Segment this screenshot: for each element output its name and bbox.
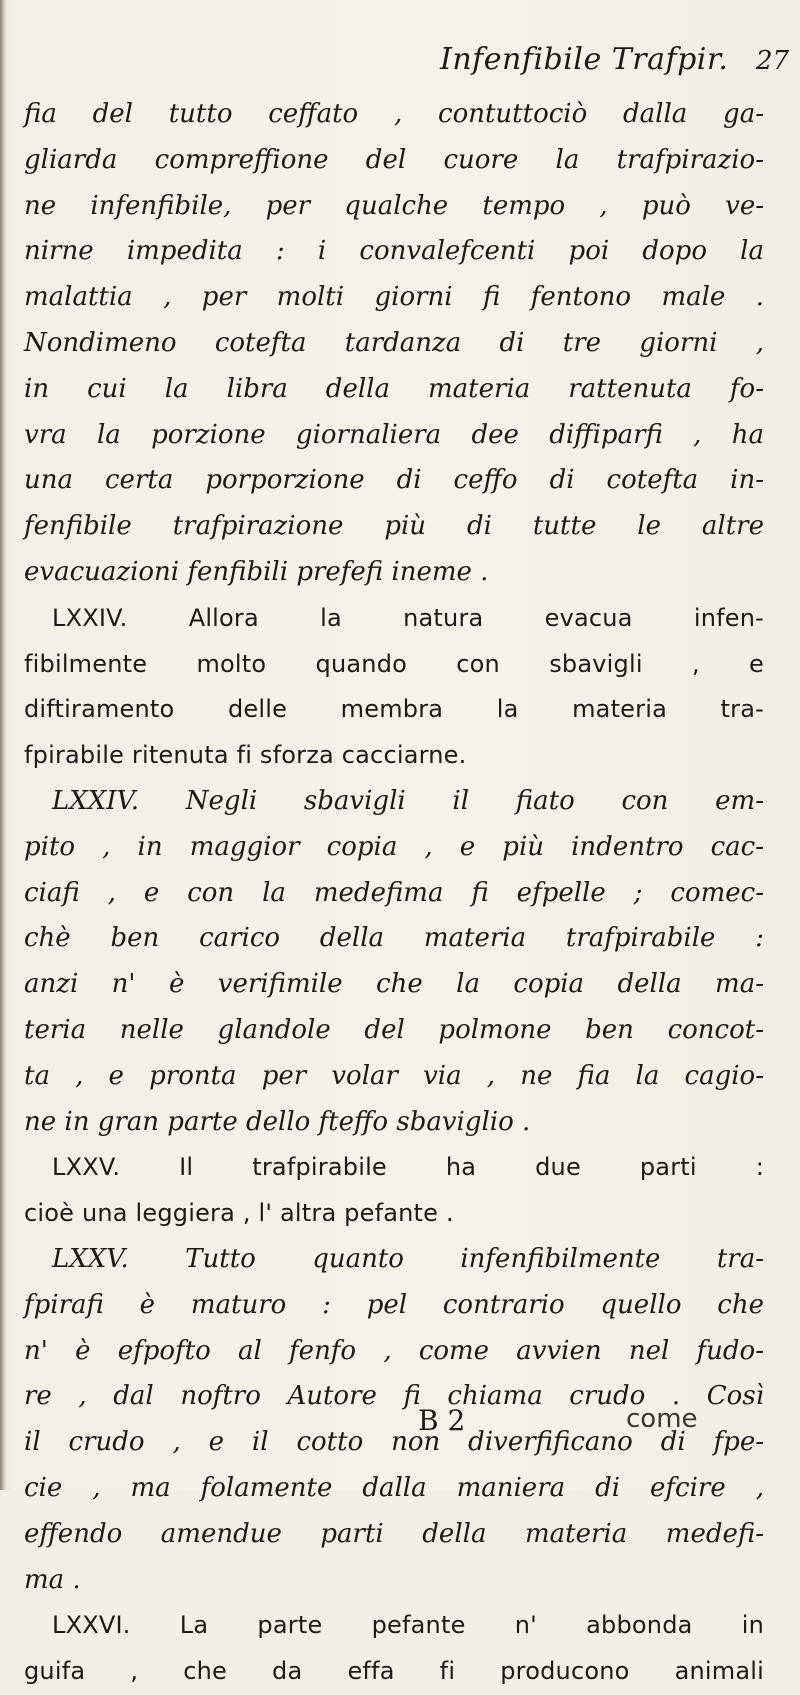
text-line: Nondimeno cotefta tardanza di tre giorni , bbox=[24, 327, 764, 358]
text-line: malattia , per molti giorni fi fentono male . bbox=[24, 282, 764, 313]
text-line: evacuazioni fenfibili prefefi ineme . bbox=[24, 556, 489, 587]
text-line: n' è efpofto al fenfo , come avvien nel fudo- bbox=[24, 1335, 764, 1366]
commentary-start-lxxiv: LXXIV. Negli sbavigli il fiato con em- bbox=[52, 785, 764, 816]
text-line: teria nelle glandole del polmone ben concot- bbox=[24, 1014, 764, 1045]
page-footer bbox=[0, 1404, 800, 1444]
paragraph-start-lxxv: LXXV. Il trafpirabile ha due parti : bbox=[52, 1153, 764, 1182]
text-line: il crudo , e il cotto non diverfificano di fpe- bbox=[24, 1427, 764, 1458]
signature-mark: B 2 bbox=[418, 1404, 466, 1437]
text-line: re , dal noftro Autore fi chiama crudo . Così bbox=[24, 1381, 764, 1412]
text-line: anzi n' è verifimile che la copia della ma- bbox=[24, 969, 764, 1000]
text-line: fia del tutto ceffato , contuttociò dalla ga- bbox=[24, 99, 764, 129]
text-line: cie , ma folamente dalla maniera di efcire , bbox=[24, 1472, 764, 1503]
page-header bbox=[0, 42, 800, 92]
text-line: fpirafi è maturo : pel contrario quello che bbox=[24, 1289, 764, 1320]
text-line: ma . bbox=[24, 1564, 81, 1595]
commentary-start-lxxv: LXXV. Tutto quanto infenfibilmente tra- bbox=[52, 1243, 764, 1274]
text-line: chè ben carico della materia trafpirabile : bbox=[24, 923, 764, 954]
text-line: cioè una leggiera , l' altra pefante . bbox=[24, 1199, 454, 1228]
running-title: Infenfibile Trafpir. bbox=[440, 42, 729, 77]
text-line: gliarda compreffione del cuore la trafpirazio- bbox=[24, 144, 764, 175]
text-line: guifa , che da effa fi producono animali bbox=[24, 1657, 764, 1686]
text-line: fenfibile trafpirazione più di tutte le altre bbox=[24, 511, 764, 542]
text-line: nirne impedita : i convalefcenti poi dopo la bbox=[24, 236, 764, 267]
text-line: fpirabile ritenuta fi sforza cacciarne. bbox=[24, 741, 467, 770]
text-line: vra la porzione giornaliera dee diffiparfi , ha bbox=[24, 419, 764, 450]
text-line: diftiramento delle membra la materia tra- bbox=[24, 695, 764, 724]
body-text bbox=[24, 92, 764, 1695]
text-line: ta , e pronta per volar via , ne fia la cagio- bbox=[24, 1060, 764, 1091]
paragraph-start-lxxiv: LXXIV. Allora la natura evacua infen- bbox=[52, 603, 764, 632]
catchword: come bbox=[626, 1404, 698, 1434]
binding-edge bbox=[0, 0, 6, 1490]
text-line: pito , in maggior copia , e più indentro cac- bbox=[24, 831, 764, 862]
text-line: fibilmente molto quando con sbavigli , e bbox=[24, 649, 764, 678]
text-line: una certa porporzione di ceffo di cotefta in- bbox=[24, 465, 764, 496]
text-line: ne infenfibile, per qualche tempo , può ve- bbox=[24, 190, 764, 221]
page-number: 27 bbox=[756, 46, 790, 76]
text-line: effendo amendue parti della materia medefi- bbox=[24, 1518, 764, 1549]
text-line: in cui la libra della materia rattenuta fo- bbox=[24, 373, 764, 404]
text-line: ne in gran parte dello fteffo sbaviglio . bbox=[24, 1106, 531, 1137]
text-line: ciafi , e con la medefima fi efpelle ; comec- bbox=[24, 877, 764, 908]
paragraph-start-lxxvi: LXXVI. La parte pefante n' abbonda in bbox=[52, 1611, 764, 1640]
